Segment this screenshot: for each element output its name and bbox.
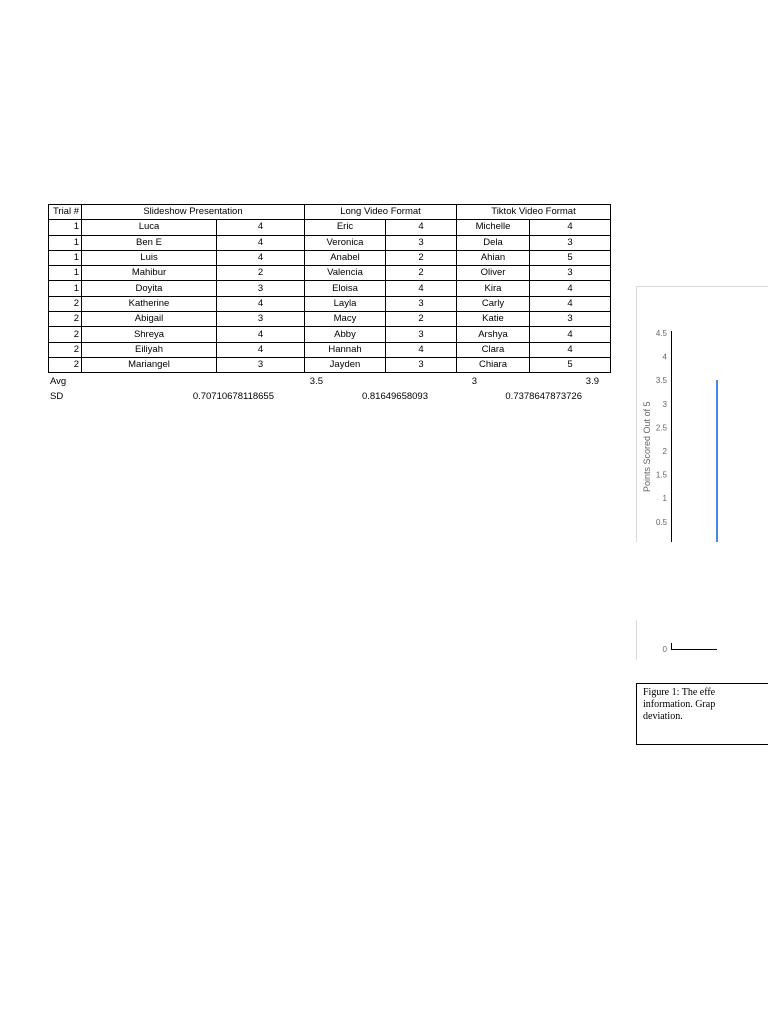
tiktok-score-cell: 5	[530, 357, 611, 372]
long-video-name-cell: Veronica	[305, 235, 386, 250]
long-video-name-cell: Abby	[305, 327, 386, 342]
table-row	[49, 220, 611, 235]
y-tick-label: 1.5	[655, 470, 667, 480]
avg-label: Avg	[50, 376, 67, 387]
trial-cell: 1	[49, 250, 82, 265]
sd-long-video: 0.81649658093	[361, 391, 428, 402]
slideshow-name-cell: Luis	[82, 250, 217, 265]
slideshow-score-cell: 4	[217, 250, 305, 265]
y-tick-label: 2.5	[655, 423, 667, 433]
long-video-score-cell: 2	[386, 312, 457, 327]
tiktok-score-cell: 4	[530, 327, 611, 342]
long-video-score-cell: 3	[386, 235, 457, 250]
trial-cell: 1	[49, 266, 82, 281]
trial-cell: 2	[49, 357, 82, 372]
tiktok-name-cell: Arshya	[457, 327, 530, 342]
slideshow-name-cell: Mahibur	[82, 266, 217, 281]
table-header-row	[49, 205, 611, 220]
long-video-name-cell: Jayden	[305, 357, 386, 372]
tiktok-score-cell: 4	[530, 220, 611, 235]
tiktok-score-cell: 3	[530, 266, 611, 281]
long-video-name-cell: Eric	[305, 220, 386, 235]
trial-cell: 1	[49, 220, 82, 235]
table-row	[49, 281, 611, 296]
slideshow-name-cell: Eiliyah	[82, 342, 217, 357]
figure-caption	[636, 683, 768, 745]
table-row	[49, 266, 611, 281]
tiktok-name-cell: Kira	[457, 281, 530, 296]
y-tick-label: 2	[662, 447, 667, 456]
avg-tiktok: 3.9	[585, 376, 599, 387]
y-tick-label: 0.5	[655, 517, 667, 527]
long-video-name-cell: Anabel	[305, 250, 386, 265]
tiktok-name-cell: Dela	[457, 235, 530, 250]
sd-slideshow: 0.70710678118655	[192, 391, 274, 402]
table-row	[49, 312, 611, 327]
bar-edge	[716, 380, 718, 542]
y-tick-label: 3	[662, 399, 667, 409]
caption-line-1: Figure 1: The effe	[643, 687, 716, 698]
table-row	[49, 250, 611, 265]
long-video-name-cell: Hannah	[305, 342, 386, 357]
tiktok-score-cell: 4	[530, 281, 611, 296]
tiktok-name-cell: Michelle	[457, 220, 530, 235]
slideshow-name-cell: Katherine	[82, 296, 217, 311]
slideshow-name-cell: Ben E	[82, 235, 217, 250]
trial-cell: 2	[49, 296, 82, 311]
long-video-name-cell: Valencia	[305, 266, 386, 281]
tiktok-score-cell: 4	[530, 342, 611, 357]
slideshow-score-cell: 3	[217, 281, 305, 296]
y-axis-label: Points Scored Out of 5	[642, 401, 652, 492]
tiktok-name-cell: Chiara	[457, 357, 530, 372]
long-video-name-cell: Eloisa	[305, 281, 386, 296]
tiktok-name-cell: Ahian	[457, 250, 530, 265]
slideshow-score-cell: 3	[217, 312, 305, 327]
long-video-score-cell: 4	[386, 281, 457, 296]
tiktok-header: Tiktok Video Format	[457, 205, 611, 220]
trial-header: Trial #	[49, 205, 82, 220]
slideshow-score-cell: 3	[217, 357, 305, 372]
sd-tiktok: 0.7378647873726	[505, 391, 582, 402]
long-video-score-cell: 3	[386, 296, 457, 311]
chart-panel	[636, 286, 768, 542]
slideshow-score-cell: 4	[217, 220, 305, 235]
tiktok-name-cell: Katie	[457, 312, 530, 327]
y-tick-label: 4.5	[655, 329, 667, 338]
slideshow-name-cell: Shreya	[82, 327, 217, 342]
slideshow-score-cell: 4	[217, 296, 305, 311]
long-video-header: Long Video Format	[305, 205, 457, 220]
y-tick-label: 3.5	[655, 376, 667, 386]
slideshow-name-cell: Luca	[82, 220, 217, 235]
long-video-score-cell: 2	[386, 266, 457, 281]
long-video-score-cell: 4	[386, 342, 457, 357]
long-video-score-cell: 4	[386, 220, 457, 235]
tiktok-score-cell: 4	[530, 296, 611, 311]
long-video-name-cell: Macy	[305, 312, 386, 327]
avg-slideshow: 3.5	[309, 376, 323, 387]
table-row	[49, 342, 611, 357]
slideshow-name-cell: Abigail	[82, 312, 217, 327]
long-video-score-cell: 3	[386, 357, 457, 372]
table-row	[49, 296, 611, 311]
trial-cell: 1	[49, 281, 82, 296]
tiktok-name-cell: Clara	[457, 342, 530, 357]
caption-line-2: information. Grap	[643, 699, 716, 710]
tiktok-score-cell: 3	[530, 312, 611, 327]
y-tick-label: 4	[662, 352, 667, 362]
table-row	[49, 327, 611, 342]
caption-line-3: deviation.	[643, 711, 683, 722]
tiktok-name-cell: Carly	[457, 296, 530, 311]
chart-panel-lower	[636, 620, 768, 660]
trial-cell: 1	[49, 235, 82, 250]
table-row	[49, 357, 611, 372]
chart-svg	[637, 287, 768, 542]
slideshow-score-cell: 4	[217, 342, 305, 357]
slideshow-name-cell: Doyita	[82, 281, 217, 296]
slideshow-name-cell: Mariangel	[82, 357, 217, 372]
slideshow-score-cell: 4	[217, 235, 305, 250]
long-video-score-cell: 2	[386, 250, 457, 265]
slideshow-score-cell: 4	[217, 327, 305, 342]
sd-label: SD	[50, 391, 64, 402]
tiktok-name-cell: Oliver	[457, 266, 530, 281]
long-video-score-cell: 3	[386, 327, 457, 342]
table-row	[49, 235, 611, 250]
long-video-name-cell: Layla	[305, 296, 386, 311]
y-tick-label-0: 0	[662, 645, 667, 654]
tiktok-score-cell: 5	[530, 250, 611, 265]
trial-cell: 2	[49, 342, 82, 357]
y-tick-label: 1	[662, 494, 667, 504]
avg-long-video: 3	[471, 376, 477, 387]
results-table	[48, 204, 611, 373]
slideshow-header: Slideshow Presentation	[82, 205, 305, 220]
trial-cell: 2	[49, 327, 82, 342]
trial-cell: 2	[49, 312, 82, 327]
slideshow-score-cell: 2	[217, 266, 305, 281]
chart-svg-lower	[637, 620, 768, 660]
tiktok-score-cell: 3	[530, 235, 611, 250]
